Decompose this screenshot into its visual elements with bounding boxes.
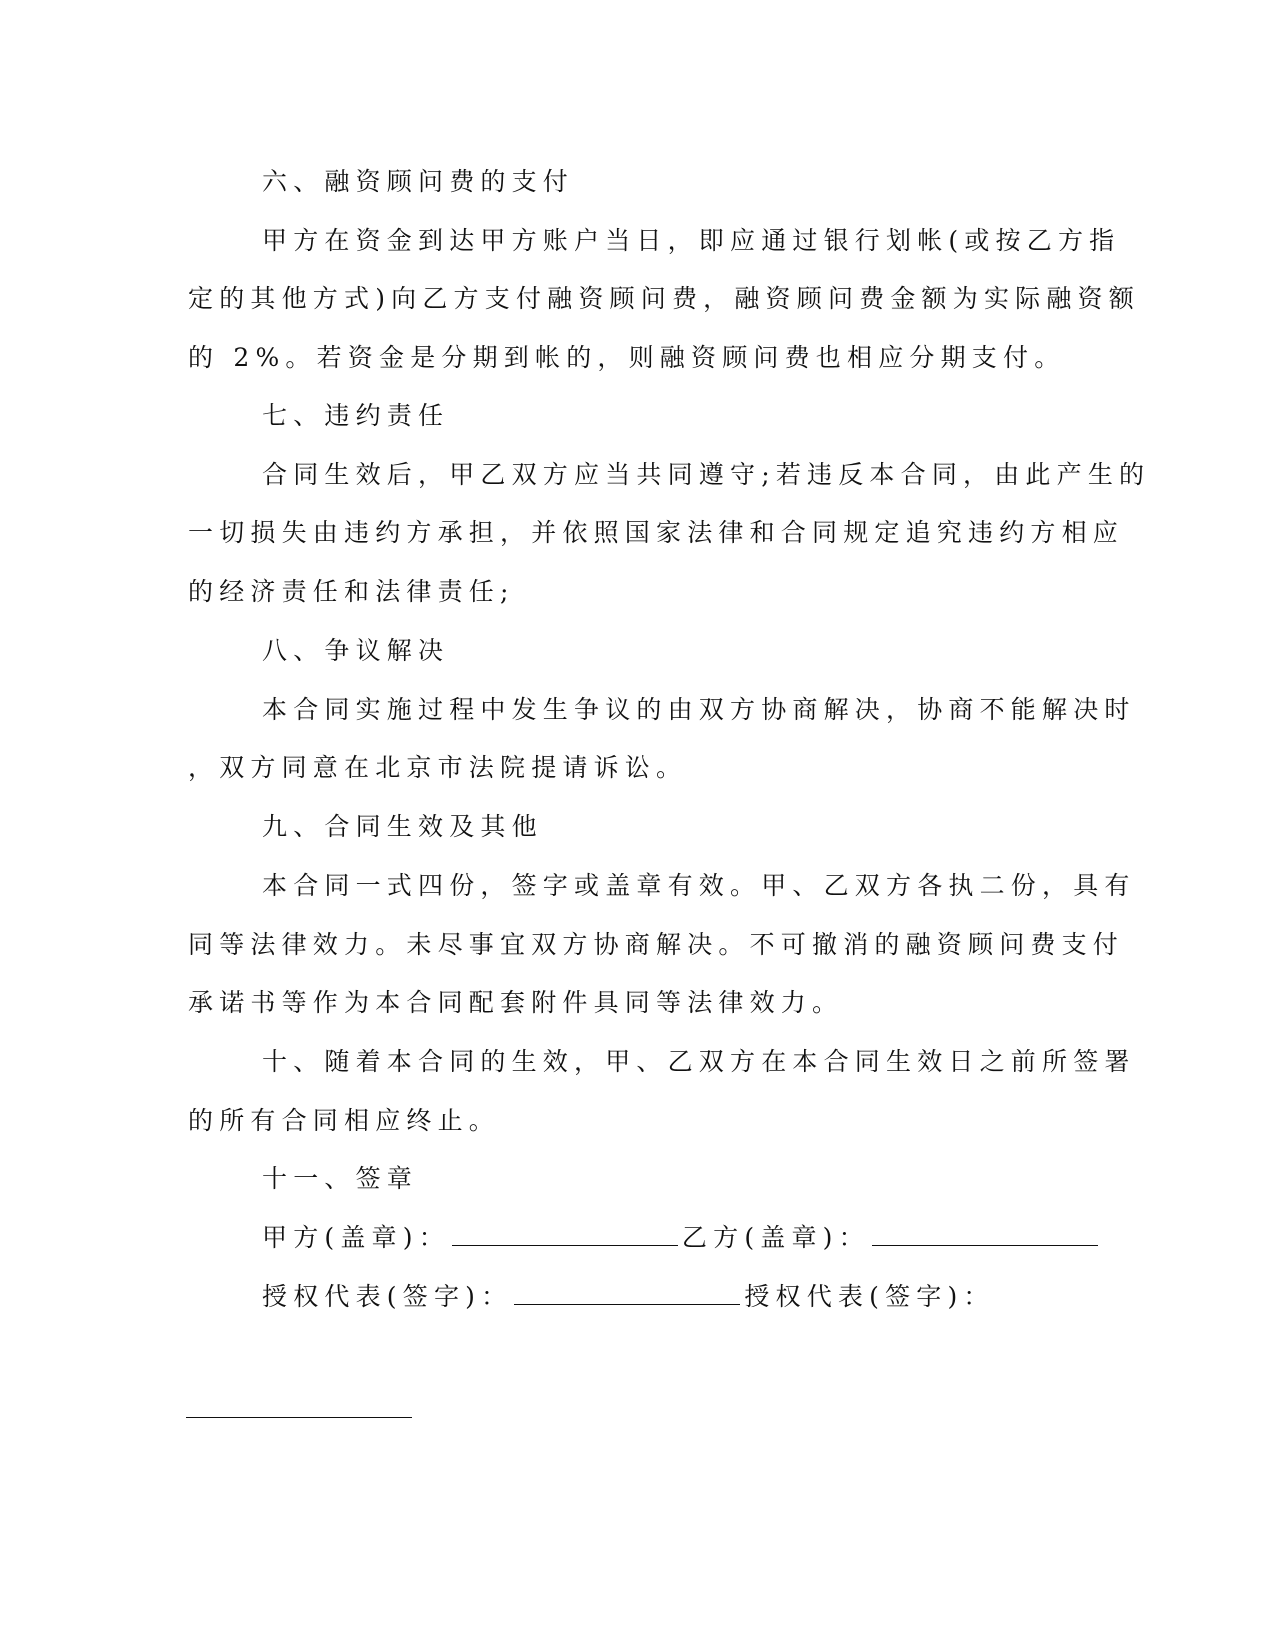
party-a-signature-blank (452, 1223, 678, 1246)
paragraph-line: 本合同一式四份，签字或盖章有效。甲、乙双方各执二份，具有 (262, 871, 1136, 900)
signature-row-parties (262, 1223, 1162, 1253)
paragraph-line: 一切损失由违约方承担，并依照国家法律和合同规定追究违约方相应 (188, 518, 1125, 547)
section-heading-9: 九、合同生效及其他 (262, 812, 543, 841)
rep-a-label: 授权代表(签字)： (262, 1282, 513, 1311)
section-heading-7: 七、违约责任 (262, 401, 450, 430)
party-b-signature-blank (872, 1223, 1098, 1246)
section-heading-8: 八、争议解决 (262, 636, 450, 665)
paragraph-line: 的经济责任和法律责任; (188, 577, 515, 606)
paragraph-line: 十、随着本合同的生效，甲、乙双方在本合同生效日之前所签署 (262, 1047, 1136, 1076)
paragraph-line: 同等法律效力。未尽事宜双方协商解决。不可撤消的融资顾问费支付 (188, 930, 1125, 959)
rep-b-signature-blank (186, 1417, 412, 1418)
paragraph-line: 的所有合同相应终止。 (188, 1106, 501, 1135)
paragraph-line: ，双方同意在北京市法院提请诉讼。 (188, 753, 688, 782)
paragraph-line: 定的其他方式)向乙方支付融资顾问费，融资顾问费金额为实际融资额 (188, 284, 1140, 313)
rep-a-signature-blank (514, 1282, 740, 1305)
party-b-label: 乙方(盖章)： (681, 1223, 870, 1252)
section-heading-11: 十一、签章 (262, 1164, 419, 1193)
section-heading-6: 六、融资顾问费的支付 (262, 167, 575, 196)
paragraph-line: 合同生效后，甲乙双方应当共同遵守;若违反本合同，由此产生的 (262, 460, 1151, 489)
paragraph-line: 的 2%。若资金是分期到帐的，则融资顾问费也相应分期支付。 (188, 343, 1066, 372)
paragraph-line: 甲方在资金到达甲方账户当日，即应通过银行划帐(或按乙方指 (262, 226, 1121, 255)
paragraph-line: 本合同实施过程中发生争议的由双方协商解决，协商不能解决时 (262, 695, 1136, 724)
rep-b-label: 授权代表(签字)： (744, 1282, 995, 1311)
signature-row-representatives (262, 1282, 1162, 1312)
party-a-label: 甲方(盖章)： (262, 1223, 450, 1252)
paragraph-line: 承诺书等作为本合同配套附件具同等法律效力。 (188, 988, 844, 1017)
